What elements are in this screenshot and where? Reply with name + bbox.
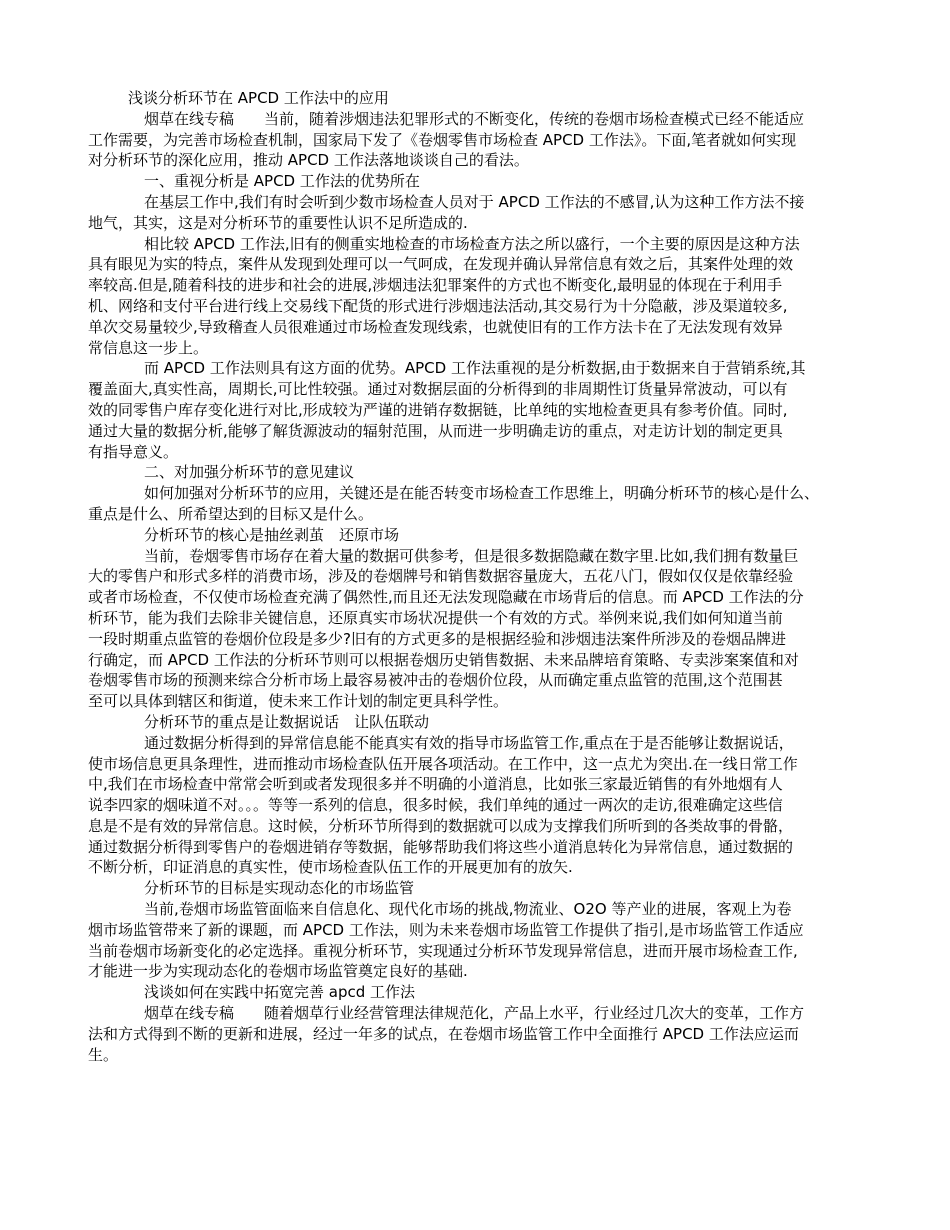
text-line: 在基层工作中,我们有时会听到少数市场检查人员对于 APCD 工作法的不感冒,认为这种工作方法不接 (144, 192, 805, 211)
text-line: 如何加强对分析环节的应用，关键还是在能否转变市场检查工作思维上，明确分析环节的核心是什么、 (144, 484, 820, 503)
text-line: 而 APCD 工作法则具有这方面的优势。APCD 工作法重视的是分析数据,由于数据来自于营销系统,其 (144, 359, 806, 378)
text-line: 使市场信息更具条理性，进而推动市场检查队伍开展各项活动。在工作中，这一点尤为突出.在一线日常工作 (88, 754, 798, 773)
text-line: 一段时期重点监管的卷烟价位段是多少?旧有的方式更多的是根据经验和涉烟违法案件所涉及的卷烟品牌进 (88, 629, 786, 648)
text-line: 相比较 APCD 工作法,旧有的侧重实地检查的市场检查方法之所以盛行，一个主要的原因是这种方法 (144, 234, 800, 253)
text-line: 当前卷烟市场新变化的必定选择。重视分析环节，实现通过分析环节发现异常信息，进而开展市场检查工作, (88, 941, 798, 960)
text-line: 或者市场检查，不仅使市场检查充满了偶然性,而且还无法发现隐藏在市场背后的信息。而 APCD 工作法的分 (88, 588, 804, 607)
document-body (88, 88, 868, 1065)
text-line: 覆盖面大,真实性高，周期长,可比性较强。通过对数据层面的分析得到的非周期性订货量异常波动，可以有 (88, 380, 788, 399)
text-line: 通过数据分析得到零售户的卷烟进销存等数据，能够帮助我们将这些小道消息转化为异常信息，通过数据的 (88, 837, 794, 856)
document-title: 浅谈分析环节在 APCD 工作法中的应用 (128, 89, 389, 107)
text-line: 一、重视分析是 APCD 工作法的优势所在 (144, 172, 420, 191)
text-line: 分析环节的重点是让数据说话 让队伍联动 (144, 712, 430, 731)
text-line: 行确定，而 APCD 工作法的分析环节则可以根据卷烟历史销售数据、未来品牌培育策略、专卖涉案案值和对 (88, 650, 799, 669)
text-line: 中,我们在市场检查中常常会听到或者发现很多并不明确的小道消息，比如张三家最近销售的有外地烟有人 (88, 775, 783, 794)
text-line: 机、网络和支付平台进行线上交易线下配货的形式进行涉烟违法活动,其交易行为十分隐蔽，涉及渠道较多, (88, 296, 788, 315)
text-line: 烟草在线专稿 随着烟草行业经营管理法律规范化，产品上水平，行业经过几次大的变革，工作方 (144, 1004, 805, 1023)
text-line: 分析环节的核心是抽丝剥茧 还原市场 (144, 525, 400, 544)
text-line: 才能进一步为实现动态化的卷烟市场监管奠定良好的基础. (88, 962, 468, 981)
text-line: 地气，其实，这是对分析环节的重要性认识不足所造成的. (88, 213, 468, 232)
text-line: 重点是什么、所希望达到的目标又是什么。 (88, 504, 374, 523)
text-line: 通过数据分析得到的异常信息能不能真实有效的指导市场监管工作,重点在于是否能够让数据说话， (144, 733, 794, 752)
text-line: 烟市场监管带来了新的课题，而 APCD 工作法，则为未来卷烟市场监管工作提供了指引,是市场监管工作适应 (88, 920, 804, 939)
text-line: 法和方式得到不断的更新和进展，经过一年多的试点，在卷烟市场监管工作中全面推行 APCD 工作法应运而 (88, 1024, 799, 1043)
text-line: 通过大量的数据分析,能够了解货源波动的辐射范围，从而进一步明确走访的重点，对走访计划的制定更具 (88, 421, 783, 440)
text-line: 单次交易量较少,导致稽查人员很难通过市场检查发现线索，也就使旧有的工作方法卡在了无法发现有效异 (88, 317, 783, 336)
text-line: 卷烟零售市场的预测来综合分析市场上最容易被冲击的卷烟价位段，从而确定重点监管的范围,这个范围甚 (88, 671, 783, 690)
text-line: 生。 (88, 1045, 119, 1064)
text-line: 二、对加强分析环节的意见建议 (144, 463, 355, 482)
text-line: 率较高.但是,随着科技的进步和社会的进展,涉烟违法犯罪案件的方式也不断变化,最明显的体现在于利用手 (88, 276, 783, 295)
text-line: 析环节，能为我们去除非关键信息，还原真实市场状况提供一个有效的方式。举例来说,我们如何知道当前 (88, 608, 783, 627)
text-line: 说李四家的烟味道不对。。。等等一系列的信息，很多时候，我们单纯的通过一两次的走访,很难确定这些信 (88, 796, 783, 815)
text-line: 浅谈如何在实践中拓宽完善 apcd 工作法 (144, 983, 416, 1002)
text-line: 息是不是有效的异常信息。这时候，分析环节所得到的数据就可以成为支撑我们所听到的各类故事的骨骼， (88, 816, 794, 835)
text-line: 效的同零售户库存变化进行对比,形成较为严谨的进销存数据链，比单纯的实地检查更具有参考价值。同时, (88, 400, 788, 419)
text-line: 当前,卷烟市场监管面临来自信息化、现代化市场的挑战,物流业、O2O 等产业的进展，客观上为卷 (144, 900, 792, 919)
text-line: 至可以具体到辖区和街道，使未来工作计划的制定更具科学性。 (88, 692, 509, 711)
text-line: 常信息这一步上。 (88, 338, 209, 357)
text-line: 烟草在线专稿 当前，随着涉烟违法犯罪形式的不断变化，传统的卷烟市场检查模式已经不能适应 (144, 109, 805, 128)
text-line: 有指导意义。 (88, 442, 179, 461)
text-line: 大的零售户和形式多样的消费市场，涉及的卷烟牌号和销售数据容量庞大，五花八门，假如仅仅是依靠经验 (88, 567, 794, 586)
text-line: 对分析环节的深化应用，推动 APCD 工作法落地谈谈自己的看法。 (88, 151, 529, 170)
text-line: 不断分析，印证消息的真实性，使市场检查队伍工作的开展更加有的放矢. (88, 858, 573, 877)
text-line: 当前，卷烟零售市场存在着大量的数据可供参考，但是很多数据隐藏在数字里.比如,我们拥有数量巨 (144, 546, 799, 565)
text-line: 分析环节的目标是实现动态化的市场监管 (144, 879, 415, 898)
text-line: 具有眼见为实的特点，案件从发现到处理可以一气呵成，在发现并确认异常信息有效之后，其案件处理的效 (88, 255, 794, 274)
text-line: 工作需要，为完善市场检查机制，国家局下发了《卷烟零售市场检查 APCD 工作法》。下面,笔者就如何实现 (88, 130, 797, 149)
